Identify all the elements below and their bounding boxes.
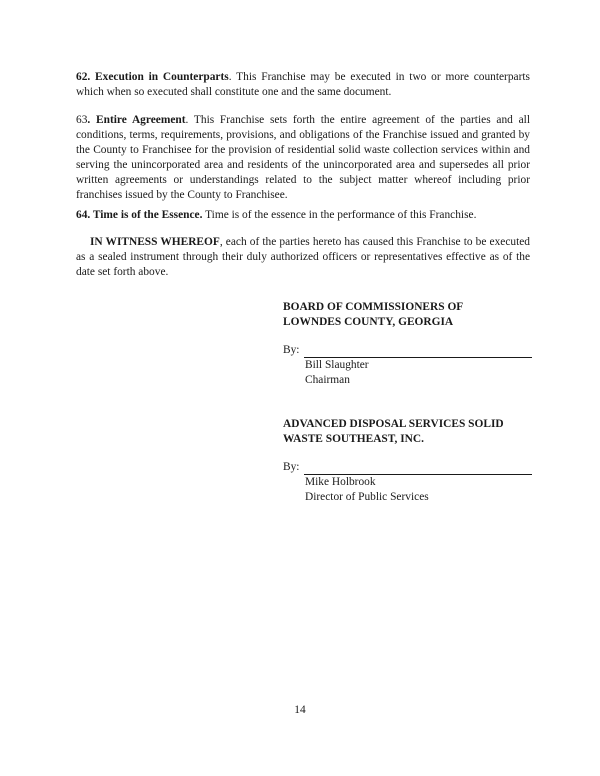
witness-paragraph (76, 235, 530, 280)
signature-line (304, 344, 532, 358)
section-64-heading: 64. Time is of the Essence. (76, 209, 203, 221)
witness-heading: IN WITNESS WHEREOF (90, 236, 220, 248)
section-62-body: . This Franchise may be executed in two or more counterparts which when so executed shall constitute one and the same document. (76, 71, 530, 98)
signature-org-line1: BOARD OF COMMISSIONERS OF (283, 301, 464, 313)
witness-body: , each of the parties hereto has caused this Franchise to be executed as a sealed instrument through their duly authorized officers or representatives effective as of the date set forth above. (76, 236, 530, 278)
section-63-paragraph (76, 113, 530, 203)
signature-org-line2: LOWNDES COUNTY, GEORGIA (283, 316, 454, 328)
signer-name: Mike Holbrook (305, 476, 376, 488)
section-62-paragraph (76, 70, 530, 100)
signer-name: Bill Slaughter (305, 359, 369, 371)
section-62-heading: 62. Execution in Counterparts (76, 71, 229, 83)
section-64-paragraph (76, 208, 530, 223)
section-63-body: . This Franchise sets forth the entire agreement of the parties and all conditions, terms, requirements, provisions, and obligations of the Franchise issued and granted by the County to Franchisee for the provision of residential solid waste collection services within and serving the unincorporated area and residents of the unincorporated area and supersedes all prior written agreements or understandings related to the subject matter whereof including prior franchises issued by the County to Franchisee. (76, 114, 530, 201)
signature-by-row (283, 343, 543, 358)
signature-org-line2: WASTE SOUTHEAST, INC. (283, 433, 424, 445)
signature-block-franchisee (283, 417, 543, 505)
signature-org-line1: ADVANCED DISPOSAL SERVICES SOLID (283, 418, 504, 430)
signature-by-row (283, 460, 543, 475)
section-63-number: 63 (76, 114, 88, 126)
signer-title: Chairman (305, 374, 350, 386)
signer-title: Director of Public Services (305, 491, 429, 503)
page-number: 14 (294, 704, 306, 716)
section-63-heading: . Entire Agreement (87, 114, 186, 126)
signature-by-label: By: (283, 344, 300, 356)
signature-by-label: By: (283, 461, 300, 473)
section-64-body: Time is of the essence in the performance of this Franchise. (202, 209, 477, 221)
signature-line (304, 461, 532, 475)
signature-block-county (283, 300, 543, 388)
